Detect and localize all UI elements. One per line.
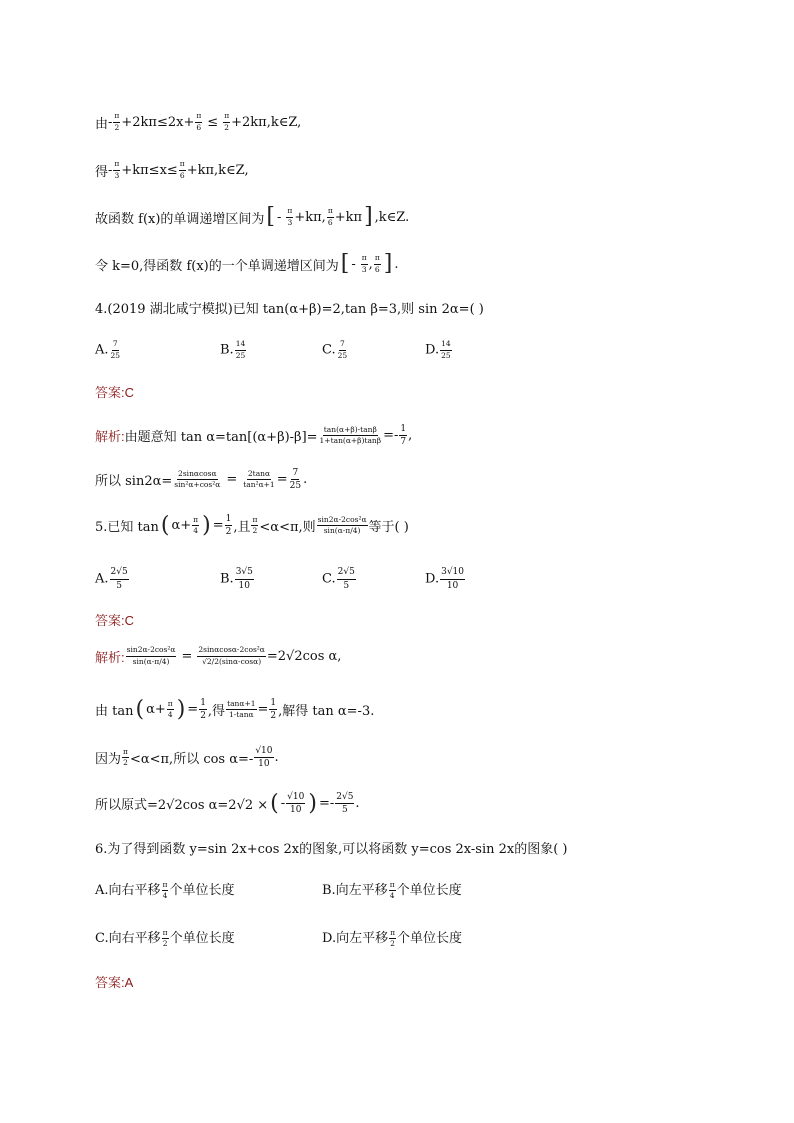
fraction: $\frac{\pi}{3}$ (361, 252, 367, 274)
left-bracket: [ (340, 251, 350, 276)
fraction: $\frac{\text{2sinαcosα-2cos²α}}{√2/2(\sin\alpha-\cos\alpha)}$ (198, 645, 265, 666)
fraction: $\frac{\pi}{4}$ (193, 514, 199, 536)
text: +2kπ≤2x+ (121, 114, 195, 130)
text: <α<π,所以 cos α=- (129, 752, 254, 768)
fraction: $\frac{\text{sin2α-2cos²α}}{\sin(\alpha-\pi/4)}$ (126, 645, 176, 666)
fraction: $\frac{\pi}{3}$ (287, 205, 293, 227)
text: +kπ, (294, 209, 326, 225)
analysis-5-line-3 (95, 746, 279, 770)
answer-4: 答案:C (95, 385, 135, 400)
solution-line-1 (95, 112, 301, 132)
text: . (394, 256, 399, 272)
fraction: $\frac{\pi}{2}$ (123, 746, 128, 768)
left-bracket: [ (266, 204, 276, 229)
analysis-label: 解析: (95, 429, 125, 445)
text: , (408, 428, 413, 444)
text: +kπ≤x≤ (121, 162, 178, 178)
text: = (226, 472, 238, 488)
option-b[interactable]: B. $\frac{14}{25}$ (220, 338, 246, 360)
text: 由题意知 tan α=tan[(α+β)-β]= (124, 430, 318, 446)
fraction: $\frac{2\tan\alpha}{\text{tan²α+1}}$ (243, 468, 275, 490)
option-c[interactable]: C. $\frac{2√5}{5}$ (322, 567, 355, 591)
text: 4.(2019 湖北咸宁模拟)已知 tan(α+β)=2,tan β=3,则 sin 2α=( ) (95, 302, 484, 317)
text: 由 (95, 116, 109, 132)
text: α+ (171, 518, 192, 534)
text: . (303, 472, 308, 488)
text: 得 (95, 164, 109, 180)
text: = (276, 472, 288, 488)
text: ≤ (207, 114, 219, 130)
solution-line-2 (95, 160, 249, 180)
option-d[interactable]: D. $\frac{3√10}{10}$ (425, 567, 465, 591)
analysis-5-line-4: 所以原式=2√2cos α=2√2 × ( - $\frac{√10}{10}$ ) =- $\frac{2√5}{5}$ . (95, 790, 360, 816)
text: = (257, 702, 269, 718)
text: - (351, 256, 356, 272)
fraction: $\frac{\text{sin2α-2cos²α}}{\sin(\alpha-\pi/4)}$ (317, 514, 367, 536)
text: - (108, 162, 113, 178)
text: , (368, 256, 373, 272)
analysis-5-line-2: 由 tan ( α+ $\frac{\pi}{4}$ ) = $\frac{1}{2}$ ,得 $\frac{\tan\alpha+1}{1-\tan\alpha}$ = $\frac{1}{2}$ ,解得 tan α=-3. (95, 696, 375, 722)
option-d[interactable]: D.向左平移 $\frac{\pi}{2}$ 个单位长度 (322, 927, 463, 949)
fraction: $\frac{\pi}{4}$ (167, 698, 173, 720)
option-b[interactable]: B. $\frac{3√5}{10}$ (220, 567, 253, 591)
fraction: $\frac{\pi}{6}$ (327, 205, 333, 227)
solution-line-3 (95, 206, 409, 228)
question-5-stem: 5.已知 tan ( α+ $\frac{\pi}{4}$ ) = $\frac{1}{2}$ ,且 $\frac{\pi}{2}$ <α<π,则 $\frac{\text{sin2α-2cos²α}}{\sin(\alpha-\pi/4)}$ 等于( ) (95, 512, 409, 538)
text: =2√2cos α, (266, 648, 342, 664)
fraction: $\frac{√10}{10}$ (287, 792, 305, 816)
option-a[interactable]: A. $\frac{2√5}{5}$ (95, 567, 128, 591)
text: ,解得 tan α=-3. (278, 704, 375, 720)
fraction: $\frac{\tan(\alpha+\beta)-\tan\beta}{1+\tan(\alpha+\beta)\tan\beta}$ (319, 424, 382, 446)
answer-6: 答案:A (95, 975, 134, 990)
text: = (187, 702, 199, 718)
question-6-stem (95, 838, 568, 857)
text: 由 tan (95, 704, 134, 720)
question-4-stem (95, 298, 484, 317)
text: +kπ (334, 209, 363, 225)
option-a[interactable]: A. $\frac{7}{25}$ (95, 338, 121, 360)
text: - (280, 796, 286, 812)
text: ,k∈Z. (374, 209, 410, 225)
fraction: $\frac{\tan\alpha+1}{1-\tan\alpha}$ (227, 698, 256, 720)
text: 5.已知 tan (95, 520, 159, 536)
fraction: $\frac{√10}{10}$ (255, 746, 273, 770)
fraction: $\frac{1}{2}$ (270, 698, 277, 722)
text: 所以 sin2α= (95, 474, 173, 490)
text: 令 k=0,得函数 f(x)的一个单调递增区间为 (95, 258, 339, 274)
text: - (108, 114, 113, 130)
solution-line-4 (95, 253, 398, 275)
text: 6.为了得到函数 y=sin 2x+cos 2x的图象,可以将函数 y=cos 2x-sin 2x的图象( ) (95, 842, 568, 857)
analysis-5-line-1 (95, 646, 341, 666)
text: ,得 (207, 704, 226, 720)
fraction: $\frac{\pi}{6}$ (196, 111, 202, 132)
text: ,且 (233, 520, 251, 536)
option-b[interactable]: B.向左平移 $\frac{\pi}{4}$ 个单位长度 (322, 879, 462, 901)
text: α+ (146, 702, 166, 718)
text: +kπ,k∈Z, (186, 162, 249, 178)
right-bracket: ] (364, 204, 373, 229)
text: . (355, 796, 360, 812)
text: 等于( ) (368, 520, 409, 536)
analysis-label: 解析: (95, 649, 125, 665)
analysis-4-line-2 (95, 468, 307, 492)
fraction: $\frac{\pi}{2}$ (252, 514, 258, 536)
text: 故函数 f(x)的单调递增区间为 (95, 211, 265, 227)
text: =- (383, 428, 399, 444)
question-6-options-row-2 (0, 926, 794, 950)
fraction: $\frac{\pi}{3}$ (114, 159, 120, 180)
answer-5: 答案:C (95, 613, 135, 628)
text: 因为 (95, 752, 122, 768)
text: - (277, 209, 282, 225)
question-6-options-row-1 (0, 878, 794, 902)
text: . (274, 750, 279, 766)
fraction: $\frac{2√5}{5}$ (336, 792, 354, 816)
fraction: $\frac{2\sin\alpha\cos\alpha}{\text{sin²α+cos²α}}$ (174, 468, 221, 490)
option-a[interactable]: A.向右平移 $\frac{\pi}{4}$ 个单位长度 (95, 879, 235, 901)
question-4-options (0, 338, 794, 362)
fraction: $\frac{1}{7}$ (400, 424, 407, 448)
text: =- (318, 796, 335, 812)
fraction: $\frac{\pi}{6}$ (374, 252, 380, 274)
analysis-4-line-1 (95, 424, 412, 448)
fraction: $\frac{1}{2}$ (200, 698, 206, 722)
text: +2kπ,k∈Z, (231, 114, 302, 130)
option-c[interactable]: C. $\frac{7}{25}$ (322, 338, 348, 360)
option-c[interactable]: C.向右平移 $\frac{\pi}{2}$ 个单位长度 (95, 927, 235, 949)
text: <α<π,则 (259, 520, 316, 536)
option-d[interactable]: D. $\frac{14}{25}$ (425, 338, 451, 360)
question-5-options (0, 566, 794, 592)
fraction: $\frac{7}{25}$ (289, 468, 302, 492)
text: = (212, 518, 224, 534)
fraction: $\frac{\pi}{2}$ (224, 111, 230, 132)
text: 所以原式=2√2cos α=2√2 × (95, 798, 269, 814)
fraction: $\frac{\pi}{2}$ (114, 111, 120, 132)
fraction: $\frac{\pi}{6}$ (179, 159, 185, 180)
fraction: $\frac{1}{2}$ (225, 514, 232, 538)
text: = (181, 648, 193, 664)
right-bracket: ] (383, 251, 393, 276)
